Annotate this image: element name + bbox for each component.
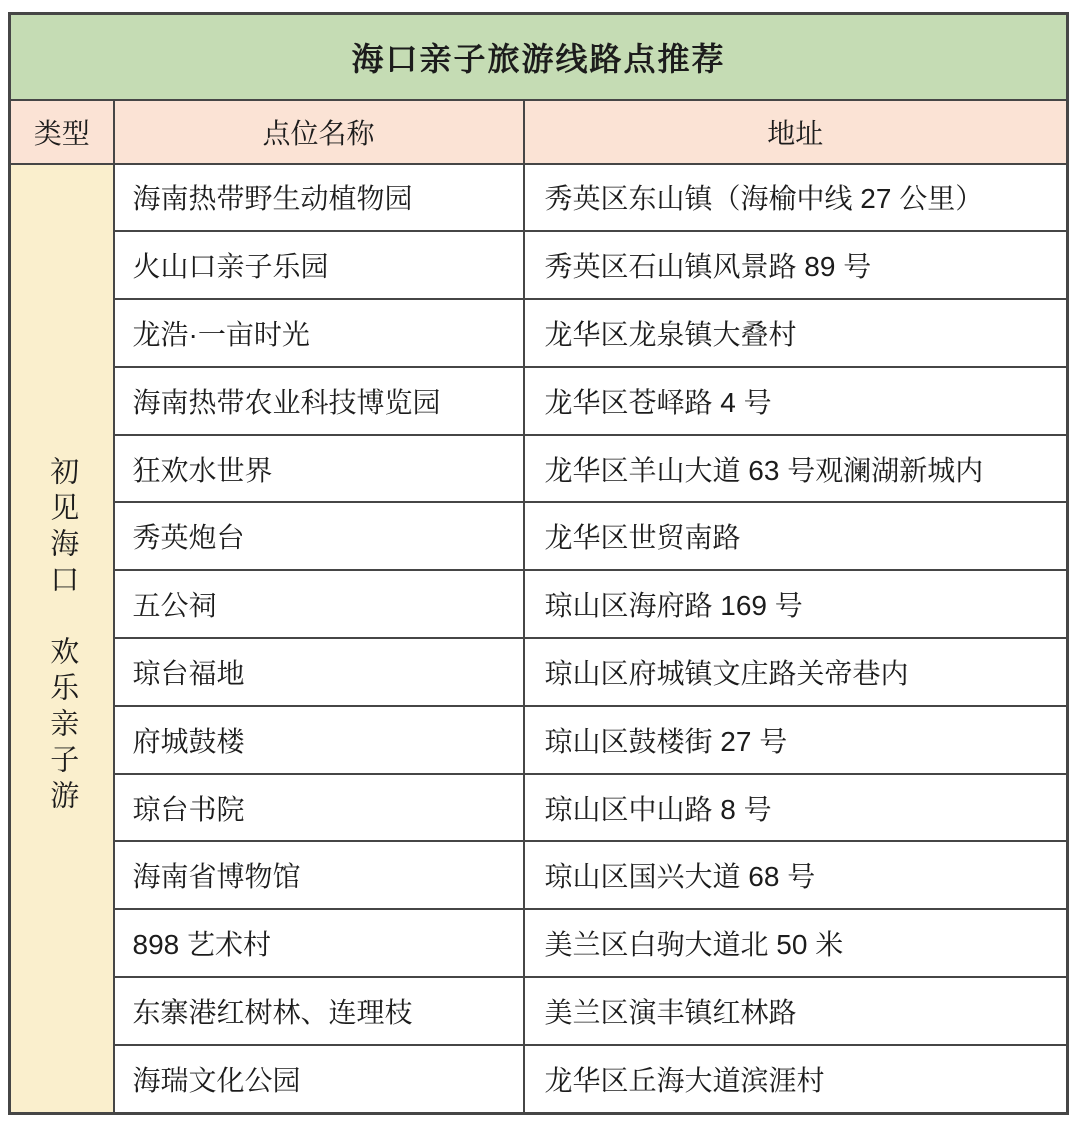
- point-name-cell: 五公祠: [114, 570, 524, 638]
- column-header-type: 类型: [10, 100, 114, 164]
- category-label: 初见海口 欢乐亲子游: [46, 455, 79, 816]
- address-cell: 琼山区鼓楼街 27 号: [524, 706, 1068, 774]
- point-name-cell: 海瑞文化公园: [114, 1045, 524, 1114]
- table-row: [10, 841, 1068, 909]
- table-row: [10, 435, 1068, 503]
- address-cell: 秀英区石山镇风景路 89 号: [524, 231, 1068, 299]
- address-cell: 秀英区东山镇（海榆中线 27 公里）: [524, 164, 1068, 232]
- table-row: [10, 570, 1068, 638]
- header-row: [10, 100, 1068, 164]
- address-cell: 琼山区中山路 8 号: [524, 774, 1068, 842]
- point-name-cell: 秀英炮台: [114, 502, 524, 570]
- address-cell: 琼山区海府路 169 号: [524, 570, 1068, 638]
- address-cell: 龙华区世贸南路: [524, 502, 1068, 570]
- table-row: [10, 502, 1068, 570]
- address-cell: 美兰区白驹大道北 50 米: [524, 909, 1068, 977]
- title-row: [10, 14, 1068, 100]
- point-name-cell: 琼台书院: [114, 774, 524, 842]
- table-row: [10, 164, 1068, 232]
- address-cell: 龙华区龙泉镇大叠村: [524, 299, 1068, 367]
- table-row: [10, 774, 1068, 842]
- table-row: [10, 638, 1068, 706]
- column-header-name: 点位名称: [114, 100, 524, 164]
- address-cell: 琼山区府城镇文庄路关帝巷内: [524, 638, 1068, 706]
- tour-table: [8, 12, 1069, 1115]
- table-row: [10, 977, 1068, 1045]
- address-cell: 龙华区羊山大道 63 号观澜湖新城内: [524, 435, 1068, 503]
- address-cell: 龙华区苍峄路 4 号: [524, 367, 1068, 435]
- table-body: [10, 164, 1068, 1114]
- table-row: [10, 1045, 1068, 1114]
- table-row: [10, 909, 1068, 977]
- point-name-cell: 898 艺术村: [114, 909, 524, 977]
- address-cell: 龙华区丘海大道滨涯村: [524, 1045, 1068, 1114]
- table-title: 海口亲子旅游线路点推荐: [10, 14, 1068, 100]
- point-name-cell: 海南省博物馆: [114, 841, 524, 909]
- table-row: [10, 706, 1068, 774]
- point-name-cell: 海南热带野生动植物园: [114, 164, 524, 232]
- point-name-cell: 东寨港红树林、连理枝: [114, 977, 524, 1045]
- point-name-cell: 龙浩·一亩时光: [114, 299, 524, 367]
- table-row: [10, 231, 1068, 299]
- table-row: [10, 367, 1068, 435]
- category-cell: [10, 164, 114, 1114]
- point-name-cell: 狂欢水世界: [114, 435, 524, 503]
- point-name-cell: 火山口亲子乐园: [114, 231, 524, 299]
- address-cell: 琼山区国兴大道 68 号: [524, 841, 1068, 909]
- point-name-cell: 府城鼓楼: [114, 706, 524, 774]
- point-name-cell: 海南热带农业科技博览园: [114, 367, 524, 435]
- point-name-cell: 琼台福地: [114, 638, 524, 706]
- address-cell: 美兰区演丰镇红林路: [524, 977, 1068, 1045]
- table-row: [10, 299, 1068, 367]
- column-header-address: 地址: [524, 100, 1068, 164]
